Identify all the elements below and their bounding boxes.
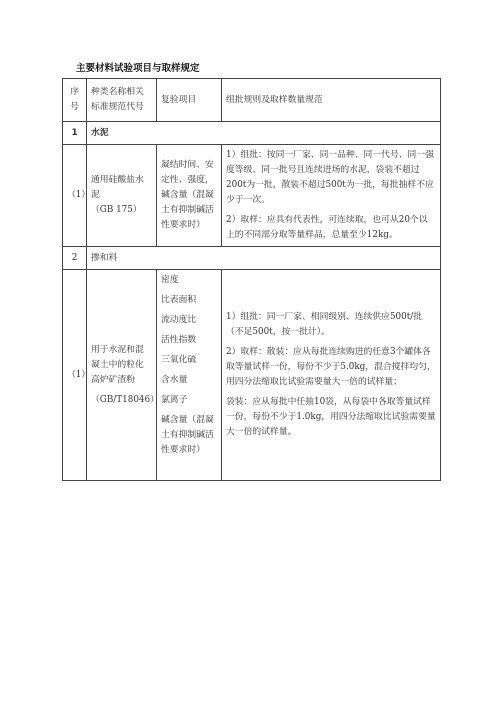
header-name-line: 标准规范代号: [91, 102, 144, 112]
test-item: 凝结时间、安定性、强度，: [161, 160, 214, 185]
row-name: [87, 270, 157, 481]
rule-paragraph: 1）组批：按同一厂家、同一品种、同一代号、同一强度等级、同一批号且连续进场的水泥，袋装不超过200t为一批，散装不超过500t为一批，每批抽样不应少于一次。: [226, 150, 434, 205]
document-title: 主要材料试验项目与取样规定: [76, 63, 200, 74]
material-name: 用于水泥和混凝土中的粒化高炉矿渣粉: [91, 344, 144, 385]
test-item: 三氧化硫: [161, 355, 197, 365]
standard-code: （GB 175）: [91, 205, 142, 215]
table-header-row: [63, 79, 441, 122]
test-item: 流动度比: [161, 315, 197, 325]
test-item: 活性指数: [161, 335, 197, 345]
table-row: [63, 270, 441, 481]
row-rules: [222, 145, 441, 247]
row-no: （1）: [63, 145, 87, 247]
header-items: 复验项目: [157, 79, 222, 122]
table-row: [63, 145, 441, 247]
section-title: 掺和料: [87, 247, 441, 270]
row-items: [157, 270, 222, 481]
test-item: 碱含量（混凝土有抑制碱活性要求时）: [161, 415, 214, 455]
section-no: 2: [63, 247, 87, 270]
test-item: 氯离子: [161, 395, 188, 405]
test-item: 碱含量（混凝土有抑制碱活性要求时）: [161, 190, 214, 230]
header-name-line: 种类名称相关: [91, 87, 144, 97]
header-name: [87, 79, 157, 122]
rule-paragraph: 袋装：应从每批中任抽10袋，从每袋中各取等量试样一份，每份不少于1.0kg，用四分法缩取比试验需要量大一倍的试样量。: [226, 397, 436, 437]
standard-code: （GB/T18046）: [91, 394, 159, 405]
row-name: [87, 145, 157, 247]
header-rules: 组批规则及取样数量规范: [222, 79, 441, 122]
section-no: 1: [63, 122, 87, 145]
row-items: [157, 145, 222, 247]
header-no: 序号: [63, 79, 87, 122]
row-rules: [222, 270, 441, 481]
materials-table: [62, 78, 441, 481]
rule-paragraph: 2）取样：散装：应从每批连续购进的任意3个罐体各取等量试样一份，每份不少于5.0kg，混合搅拌均匀，用四分法缩取比试验需要量大一倍的试样量；: [226, 347, 436, 387]
rule-paragraph: 1）组批：同一厂家、相同级别、连续供应500t/批（不足500t，按一批计）。: [226, 312, 423, 337]
test-item: 比表面积: [161, 295, 197, 305]
section-title: 水泥: [87, 122, 441, 145]
material-name: 通用硅酸盐水泥: [91, 175, 144, 200]
rule-paragraph: 2）取样：应具有代表性，可连续取，也可从20个以上的不同部分取等量样品，总量至少12kg。: [226, 215, 428, 240]
section-row-admixture: [63, 247, 441, 270]
test-item: 密度: [161, 275, 179, 285]
row-no: （1）: [63, 270, 87, 481]
test-item: 含水量: [161, 375, 188, 385]
section-row-cement: [63, 122, 441, 145]
